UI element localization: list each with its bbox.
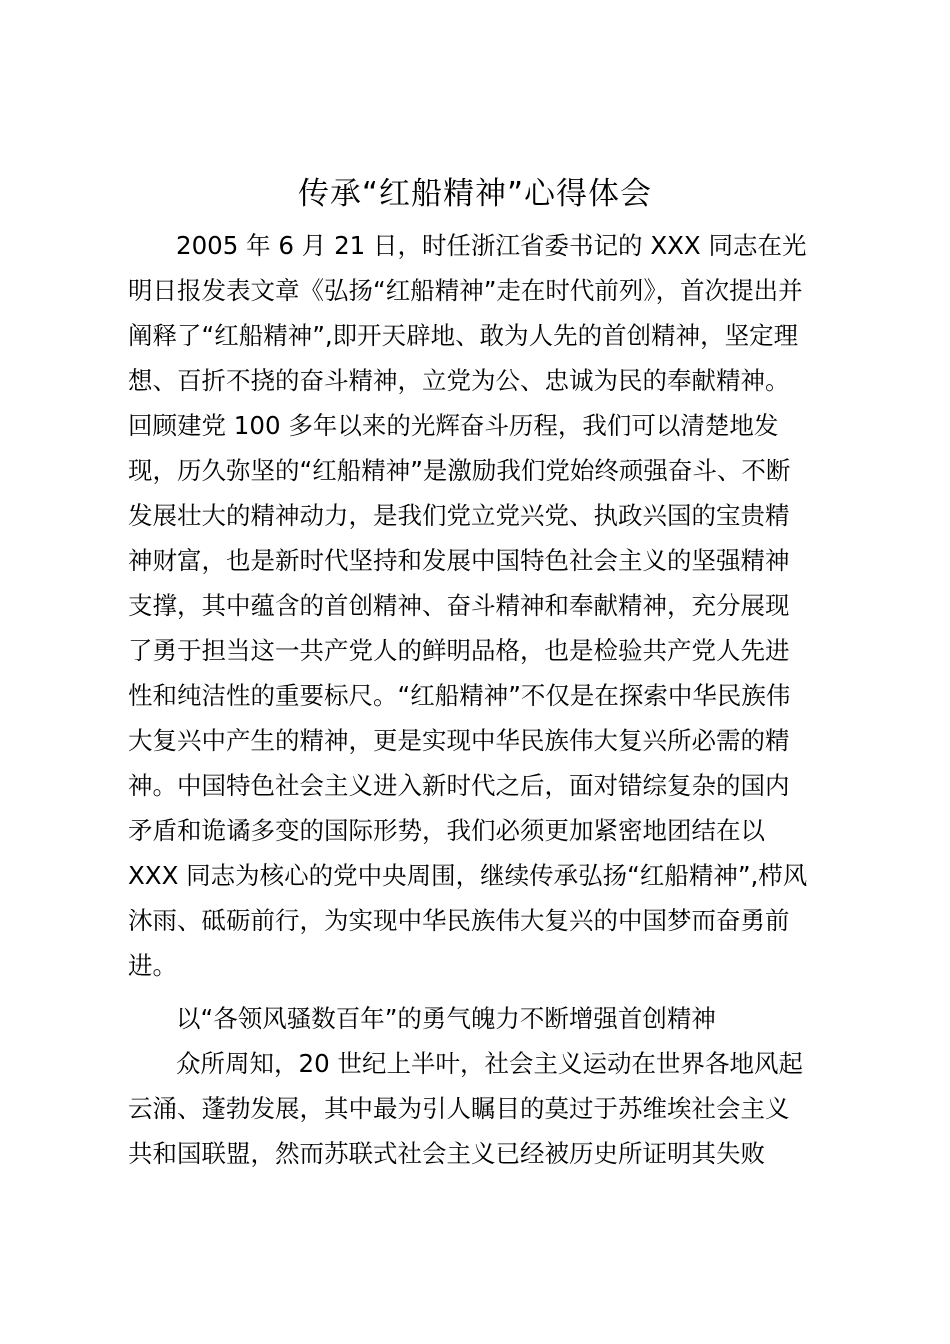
- text-line: 神。中国特色社会主义进入新时代之后，面对错综复杂的国内: [128, 771, 790, 800]
- text-line: 支撑，其中蕴含的首创精神、奋斗精神和奉献精神，充分展现: [128, 591, 790, 620]
- text-line: 阐释了“红船精神”,即开天辟地、敢为人先的首创精神，坚定理: [128, 321, 799, 350]
- text-line: 明日报发表文章《弘扬“红船精神”走在时代前列》，首次提出并: [128, 276, 803, 305]
- text-line: 2005 年 6 月 21 日，时任浙江省委书记的 XXX 同志在光: [176, 231, 807, 260]
- text-line: 神财富，也是新时代坚持和发展中国特色社会主义的坚强精神: [128, 546, 790, 575]
- text-line: 共和国联盟，然而苏联式社会主义已经被历史所证明其失败: [128, 1139, 765, 1168]
- text-line: 大复兴中产生的精神，更是实现中华民族伟大复兴所必需的精: [128, 726, 790, 755]
- text-line: 矛盾和诡谲多变的国际形势，我们必须更加紧密地团结在以: [128, 816, 765, 845]
- text-line: 现，历久弥坚的“红船精神”是激励我们党始终顽强奋斗、不断: [128, 456, 791, 485]
- text-line: 性和纯洁性的重要标尺。“红船精神”不仅是在探索中华民族伟: [128, 681, 791, 710]
- text-line: XXX 同志为核心的党中央周围，继续传承弘扬“红船精神”,栉风: [128, 861, 808, 890]
- text-line: 云涌、蓬勃发展，其中最为引人瞩目的莫过于苏维埃社会主义: [128, 1094, 790, 1123]
- text-line: 想、百折不挠的奋斗精神，立党为公、忠诚为民的奉献精神。: [128, 366, 790, 395]
- text-line: 了勇于担当这一共产党人的鲜明品格，也是检验共产党人先进: [128, 636, 790, 665]
- text-line: 回顾建党 100 多年以来的光辉奋斗历程，我们可以清楚地发: [128, 411, 779, 440]
- text-line: 众所周知，20 世纪上半叶，社会主义运动在世界各地风起: [176, 1049, 803, 1078]
- text-line: 发展壮大的精神动力，是我们党立党兴党、执政兴国的宝贵精: [128, 501, 790, 530]
- text-line: 沐雨、砥砺前行，为实现中华民族伟大复兴的中国梦而奋勇前: [128, 906, 790, 935]
- text-line: 进。: [128, 951, 177, 980]
- document-title: 传承“红船精神”心得体会: [297, 176, 653, 212]
- section-heading: 以“各领风骚数百年”的勇气魄力不断增强首创精神: [176, 1004, 716, 1033]
